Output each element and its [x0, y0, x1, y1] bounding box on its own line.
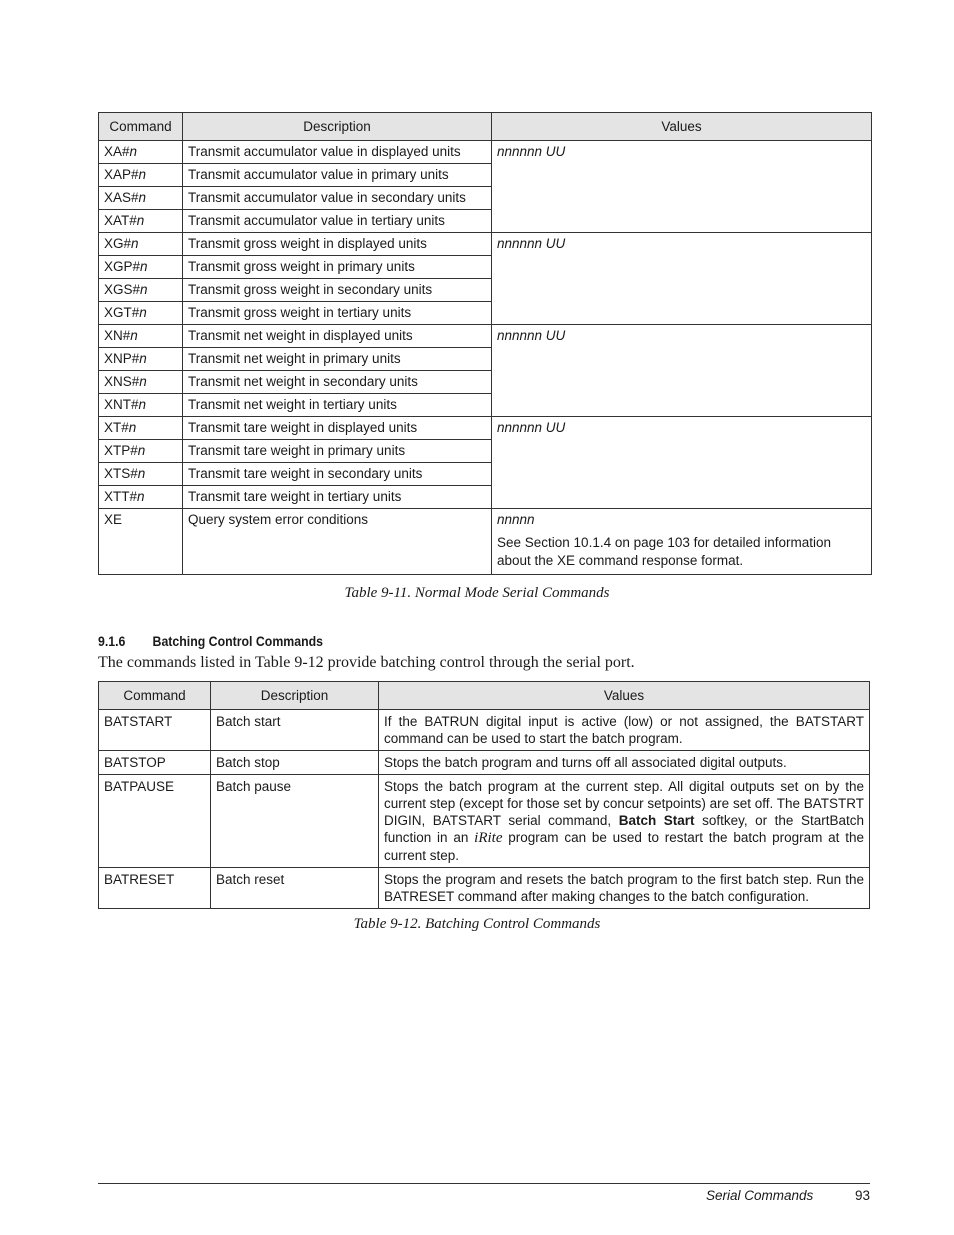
command-cell: BATPAUSE [99, 775, 211, 868]
table-caption: Table 9-11. Normal Mode Serial Commands [344, 585, 610, 601]
command-cell: XE [99, 509, 183, 575]
command-cell [99, 348, 183, 371]
table-row [99, 710, 870, 751]
command-param: n [137, 443, 146, 458]
description-cell: Transmit net weight in tertiary units [183, 394, 492, 417]
command-text: XA# [104, 144, 130, 159]
table-row [99, 751, 870, 775]
command-cell [99, 210, 183, 233]
table-row [99, 325, 872, 348]
values-cell [379, 775, 870, 868]
description-cell: Transmit tare weight in displayed units [183, 417, 492, 440]
table-row [99, 509, 872, 575]
column-header: Description [183, 113, 492, 141]
command-param: n [140, 259, 148, 274]
command-text: XAP# [104, 167, 139, 182]
command-param: n [130, 328, 138, 343]
values-cell: nnnnnn UU [492, 325, 872, 417]
column-header: Description [211, 682, 379, 710]
values-cell: nnnnnn UU [492, 141, 872, 233]
values-cell: Stops the batch program and turns off all associated digital outputs. [379, 751, 870, 775]
irite-name: iRite [474, 830, 503, 846]
command-cell [99, 440, 183, 463]
command-text: XNT# [104, 397, 139, 412]
description-cell: Transmit gross weight in displayed units [183, 233, 492, 256]
command-param: n [136, 213, 145, 228]
command-param: n [138, 190, 147, 205]
value-text: softkey, or the StartBatch function in an [384, 813, 865, 845]
values-cell: If the BATRUN digital input is active (low) or not assigned, the BATSTART command can be used to start the batch program. [379, 710, 870, 751]
command-cell [99, 279, 183, 302]
command-cell [99, 233, 183, 256]
command-param: n [128, 420, 137, 435]
description-cell: Transmit accumulator value in tertiary units [183, 210, 492, 233]
batching-commands-table [98, 681, 870, 909]
value-note: See Section 10.1.4 on page 103 for detailed information about the XE command response format. [497, 535, 831, 568]
table-caption: Table 9-12. Batching Control Commands [353, 916, 601, 932]
description-cell: Transmit net weight in primary units [183, 348, 492, 371]
table-row [99, 141, 872, 164]
description-cell: Transmit accumulator value in displayed units [183, 141, 492, 164]
description-cell: Transmit accumulator value in primary units [183, 164, 492, 187]
command-text: XG# [104, 236, 132, 251]
command-cell: BATSTOP [99, 751, 211, 775]
description-cell: Transmit tare weight in secondary units [183, 463, 492, 486]
values-cell: Stops the program and resets the batch program to the first batch step. Run the BATRESET command after making changes to the batch configuration. [379, 868, 870, 909]
command-param: n [131, 236, 139, 251]
command-cell [99, 325, 183, 348]
command-param: n [139, 374, 147, 389]
description-cell: Transmit net weight in displayed units [183, 325, 492, 348]
command-cell: BATRESET [99, 868, 211, 909]
command-param: n [137, 489, 145, 504]
section-number: 9.1.6 [98, 633, 126, 649]
description-cell: Transmit tare weight in tertiary units [183, 486, 492, 509]
command-cell [99, 371, 183, 394]
command-cell [99, 187, 183, 210]
description-cell: Transmit gross weight in primary units [183, 256, 492, 279]
command-text: XTP# [104, 443, 138, 458]
command-cell [99, 302, 183, 325]
column-header: Values [492, 113, 872, 141]
normal-mode-commands-table [98, 112, 872, 575]
command-param: n [138, 397, 147, 412]
command-text: XAS# [104, 190, 139, 205]
command-text: XNP# [104, 351, 140, 366]
command-text: XAT# [104, 213, 137, 228]
values-cell: nnnnnn UU [492, 417, 872, 509]
command-param: n [140, 282, 148, 297]
description-cell: Query system error conditions [183, 509, 492, 575]
table-row [99, 775, 870, 868]
column-header: Command [99, 682, 211, 710]
table-row [99, 868, 870, 909]
footer-title: Serial Commands [706, 1188, 814, 1203]
section-intro: The commands listed in Table 9-12 provide batching control through the serial port. [98, 654, 635, 671]
description-cell: Transmit gross weight in tertiary units [183, 302, 492, 325]
command-param: n [137, 466, 146, 481]
command-param: n [129, 144, 138, 159]
description-cell: Transmit net weight in secondary units [183, 371, 492, 394]
description-cell: Transmit gross weight in secondary units [183, 279, 492, 302]
description-cell: Batch reset [211, 868, 379, 909]
footer-divider [98, 1183, 870, 1184]
command-cell [99, 141, 183, 164]
page-number: 93 [855, 1188, 871, 1203]
command-cell [99, 394, 183, 417]
table-header-row [99, 113, 872, 141]
description-cell: Transmit accumulator value in secondary units [183, 187, 492, 210]
description-cell: Batch start [211, 710, 379, 751]
command-text: XTS# [104, 466, 138, 481]
section-heading [98, 633, 323, 649]
column-header: Command [99, 113, 183, 141]
value-text: Stops the batch program at the current step. All digital outputs set on by the current step (except for those set by concur setpoints) are set off. The BATSTRT DIGIN, BATSTART serial command, [384, 779, 864, 828]
command-text: XNS# [104, 374, 140, 389]
command-cell [99, 417, 183, 440]
command-param: n [139, 305, 147, 320]
command-param: n [139, 351, 147, 366]
command-cell [99, 256, 183, 279]
description-cell: Batch stop [211, 751, 379, 775]
column-header: Values [379, 682, 870, 710]
description-cell: Transmit tare weight in primary units [183, 440, 492, 463]
command-param: n [138, 167, 147, 182]
table-row [99, 233, 872, 256]
description-cell: Batch pause [211, 775, 379, 868]
softkey-name: Batch Start [618, 813, 695, 828]
command-text: XGS# [104, 282, 141, 297]
section-title: Batching Control Commands [152, 633, 323, 649]
command-cell [99, 486, 183, 509]
command-text: XTT# [104, 489, 138, 504]
table-row [99, 417, 872, 440]
value-format: nnnnn [497, 512, 535, 527]
value-text: program can be used to restart the batch program at the current step. [384, 830, 864, 863]
table-header-row [99, 682, 870, 710]
command-text: XGP# [104, 259, 141, 274]
command-cell [99, 164, 183, 187]
command-cell: BATSTART [99, 710, 211, 751]
command-text: XT# [104, 420, 129, 435]
values-cell: nnnnnn UU [492, 233, 872, 325]
command-cell [99, 463, 183, 486]
values-cell [492, 509, 872, 575]
command-text: XN# [104, 328, 131, 343]
command-text: XGT# [104, 305, 140, 320]
